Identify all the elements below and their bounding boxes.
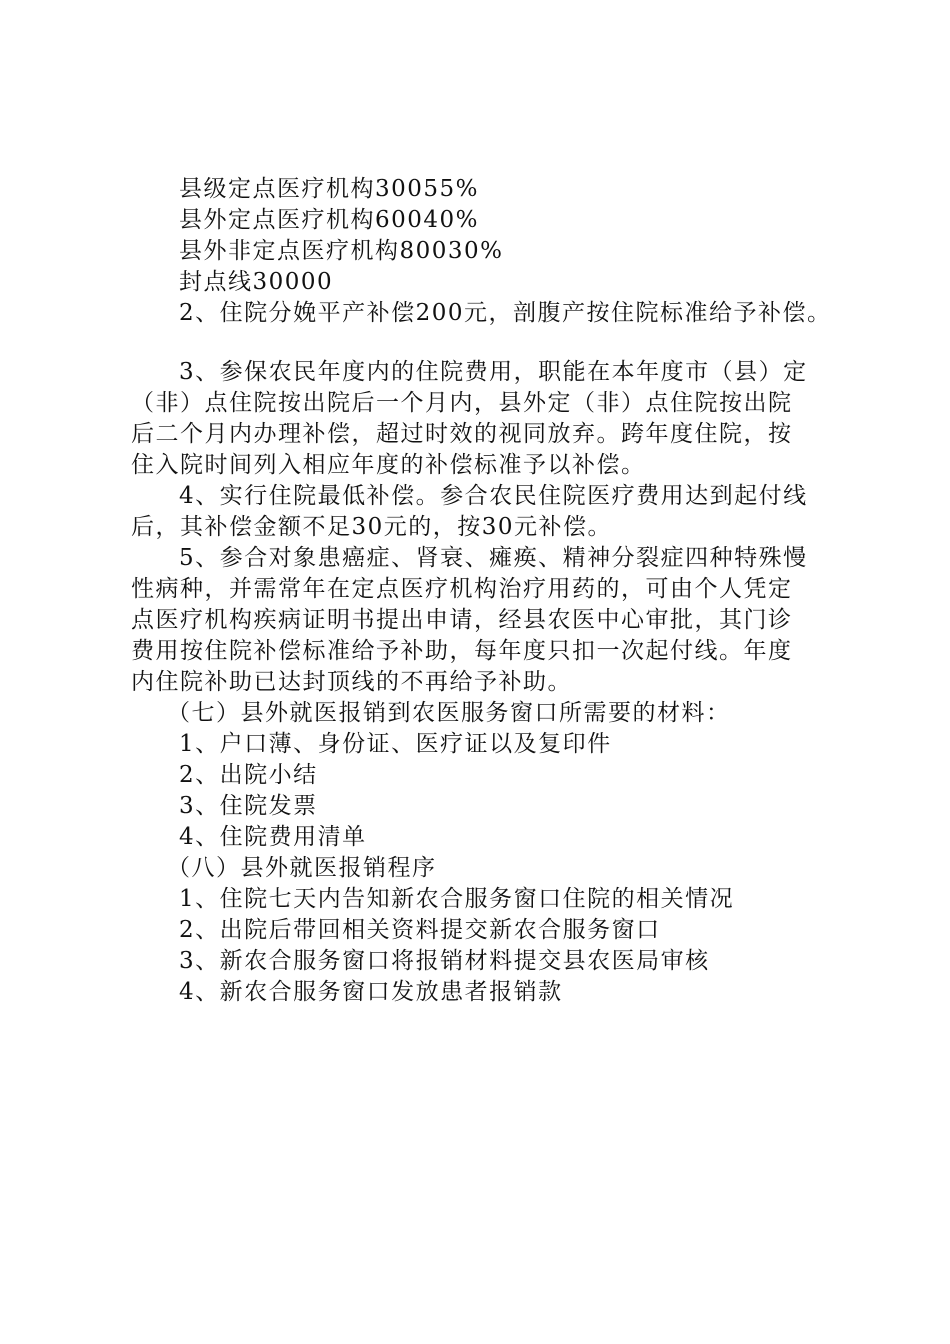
cap-line: 封点线30000 bbox=[179, 269, 334, 295]
section-8-item: 3、新农合服务窗口将报销材料提交县农医局审核 bbox=[179, 948, 710, 974]
section-8-item: 4、新农合服务窗口发放患者报销款 bbox=[179, 979, 563, 1005]
item-2-paragraph: 2、住院分娩平产补偿200元，剖腹产按住院标准给予补偿。 bbox=[179, 300, 832, 326]
item-3-line: 后二个月内办理补偿，超过时效的视同放弃。跨年度住院，按 bbox=[131, 421, 793, 447]
paragraph-gap bbox=[131, 329, 831, 357]
item-3-paragraph bbox=[131, 357, 831, 481]
item-3-line: 住入院时间列入相应年度的补偿标准予以补偿。 bbox=[131, 452, 646, 478]
section-8-heading: （八）县外就医报销程序 bbox=[167, 855, 437, 881]
section-7-item: 4、住院费用清单 bbox=[179, 824, 367, 850]
rate-line-outside-nondesignated: 县外非定点医疗机构80030% bbox=[179, 238, 504, 264]
document-body bbox=[131, 174, 831, 1008]
item-5-paragraph bbox=[131, 543, 831, 698]
section-7-item: 1、户口薄、身份证、医疗证以及复印件 bbox=[179, 731, 612, 757]
item-3-line: （非）点住院按出院后一个月内，县外定（非）点住院按出院 bbox=[131, 390, 793, 416]
rate-line-outside: 县外定点医疗机构60040% bbox=[179, 207, 480, 233]
item-5-line: 5、参合对象患癌症、肾衰、瘫痪、精神分裂症四种特殊慢 bbox=[179, 545, 808, 571]
item-5-line: 点医疗机构疾病证明书提出申请，经县农医中心审批，其门诊 bbox=[131, 607, 793, 633]
section-8-item: 2、出院后带回相关资料提交新农合服务窗口 bbox=[179, 917, 661, 943]
section-7-item: 3、住院发票 bbox=[179, 793, 318, 819]
item-5-line: 费用按住院补偿标准给予补助，每年度只扣一次起付线。年度 bbox=[131, 638, 793, 664]
item-5-line: 性病种，并需常年在定点医疗机构治疗用药的，可由个人凭定 bbox=[131, 576, 793, 602]
section-7-item: 2、出院小结 bbox=[179, 762, 318, 788]
item-5-line: 内住院补助已达封顶线的不再给予补助。 bbox=[131, 669, 572, 695]
section-7-heading: （七）县外就医报销到农医服务窗口所需要的材料： bbox=[167, 700, 731, 726]
item-4-line: 后，其补偿金额不足30元的，按30元补偿。 bbox=[131, 514, 613, 540]
item-4-paragraph bbox=[131, 481, 831, 543]
item-3-line: 3、参保农民年度内的住院费用，职能在本年度市（县）定 bbox=[179, 359, 808, 385]
section-8-item: 1、住院七天内告知新农合服务窗口住院的相关情况 bbox=[179, 886, 735, 912]
item-4-line: 4、实行住院最低补偿。参合农民住院医疗费用达到起付线 bbox=[179, 483, 808, 509]
rate-line-county: 县级定点医疗机构30055% bbox=[179, 176, 480, 202]
